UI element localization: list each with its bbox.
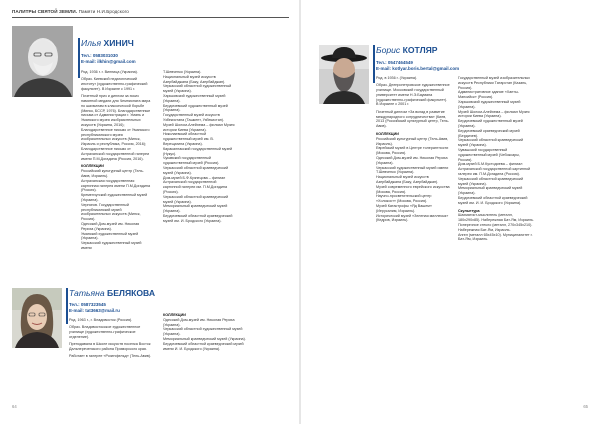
artist-email[interactable]: E-mail: tat3663@mail.ru (69, 308, 120, 314)
collection-item: Бердичевский областной краеведческий музей имени И. И. Бродского (Украина). (163, 341, 244, 351)
artist-contacts (376, 60, 459, 72)
artist-photo-belyakova (12, 288, 62, 348)
collection-item: Черкасский областной краеведческий музей (Украина). (458, 138, 524, 148)
collection-item: Чувашский государственный художественный музей (Чебоксары, Россия). (458, 147, 520, 162)
bio-column (69, 318, 153, 362)
collection-item: Бердичевский художественный музей (Украина). (458, 119, 523, 128)
bio-paragraph: Образ. Днепропетровское художественное училище. Московский государственный университет имени Н.Э.Баумана (художественно-графический факультет). В Израиле с 2001 г. (376, 83, 450, 107)
collection-item: Национальный музей искусств Азербайджана (Баку, Азербайджан). (376, 175, 439, 184)
portrait-image (319, 45, 369, 104)
running-header (12, 9, 129, 14)
right-page (301, 0, 600, 424)
collection-item: Черкасский областной краеведческий музей (Украина). (163, 165, 229, 175)
collection-item: Бердичевский областной краеведческий музей им. И. Бродского (Украина). (163, 213, 233, 223)
collection-item: Чукавский государственный художественный музей (Россия). (163, 156, 220, 166)
artist-contacts (69, 302, 120, 314)
collection-item: Мемориальный краеведческий музей (Украина). (458, 186, 523, 196)
collection-item: Черкасский художественный музей имени Т.Шевченко (Украина). (376, 165, 449, 175)
artist-name (69, 288, 155, 298)
collection-item: Николаевский областной художественный музей им. В. Верещагина (Украина). (163, 132, 214, 146)
collection-item: Т.Шевченко (Украина). (163, 70, 202, 74)
collection-item: Национальный музей искусств Азербайджана (Баку, Азербайджан). (163, 74, 226, 84)
collection-item: Музей Катастрофы «Яд Вашем» (Иерусалим, Израиль). (376, 203, 432, 213)
collection-item: Чернигов. Государственный республиканский музей изобразительных искусств (Минск, Россия). (81, 202, 141, 222)
collection-item: Еврейский музей в Центре толерантности (Москва, Россия). (376, 146, 449, 156)
collection-item: Черкасский областной художественный музей (Украина). (163, 84, 232, 94)
bio-paragraph: Образ. Киевский педагогический институт (художественно-графический факультет). В Израиле с 1991 г. (81, 77, 148, 91)
collection-item: Черкасский областной художественный музей (Украина). (163, 327, 243, 337)
collection-item: Государственный музей искусств Узбекистана (Ташкент, Узбекистан). (163, 113, 225, 122)
accent-bar (66, 288, 68, 324)
sculpture-heading: Скульптура (458, 208, 480, 213)
bio-paragraph: Род. в 1936 г. (Украина). (376, 76, 418, 80)
collection-item: Харьковский художественный музей (Украина). (163, 93, 226, 103)
bio-paragraph: Преподавала в Школе искусств поселка Восток Дальнереченского района Приморского края. (69, 342, 151, 351)
collection-item: Одесский Дом-музей им. Николая Рериха (Украина). (81, 221, 140, 231)
header-rule (12, 17, 289, 18)
collections-heading: КОЛЛЕКЦИИ (376, 131, 399, 136)
artist-phone: Тел.: 0587323545 (69, 302, 106, 307)
collection-item: Музей Шолом-Алейхема – филиал Музея истории Киева (Украина). (163, 122, 235, 132)
collection-item: Бердичевский краеведческий музей (Бердичев). (458, 128, 520, 138)
collections-column (163, 70, 235, 224)
bio-paragraph: Работает в галерее «Розенфельд» (Тель-Авив). (69, 354, 152, 359)
artist-last-name: ХИНИЧ (103, 38, 134, 48)
collection-item: Исторический музей «Зеленая миллесья» (Кедров, Израиль). (376, 213, 449, 223)
collection-item: Российский культурный центр (Тель-Авив, Израиль). (376, 136, 449, 146)
portrait-image (12, 26, 73, 97)
collections-column (458, 76, 534, 242)
artist-phone: Тел.: 0547464549 (376, 60, 413, 65)
artist-email[interactable]: E-mail: kotlyar.boris.bertal@gmail.com (376, 66, 460, 72)
left-page (0, 0, 299, 424)
artist-name (81, 38, 134, 48)
collection-item: Одесский Дом-музей им. Николая Рериха (Украина). (376, 155, 448, 165)
collection-item: Российский культурный центр (Тель-Авив, Израиль). (81, 169, 144, 178)
artist-email[interactable]: E-mail: ilkhin@gmail.com (81, 59, 136, 65)
bio-column (376, 76, 450, 223)
bio-paragraph: Почетный приз и диплом за эскиз памятной медали для Чемпионата мира по шахматам в классической борьбе (Минск, БССР, 1976). Благодарственные письма от Администрации г. Умань и Уманского музея изобразительных искусств (Украина, 2016); Благодарственное письмо от Уманского республиканского музея изобразительных искусств (Минск, Израиль и республика, Россия, 2016); Благодарственное письмо от Астраханской государственной галереи имени П.М.Догадина (Россия, 2016). (81, 94, 151, 161)
collections-column (163, 313, 247, 351)
sculpture-item: Поперечное стекло (металл, 270х345х210). Набережная Бат-Ям, Израиль. (458, 222, 533, 232)
collection-item: Научно-просветительский центр «Холокост» (Москва, Россия). (376, 194, 432, 204)
artist-first-name: Илья (81, 38, 102, 48)
collection-item: Одесский Дом-музей им. Николая Рериха (Украина). (163, 317, 235, 327)
artist-first-name: Борис (376, 45, 401, 55)
bio-paragraph: Почетный диплом «За вклад в развитие международного сотрудничества» (Киев, 2013 (Российский культурный центр, Тель-Авив). (376, 109, 449, 129)
collection-item: Административное здание «Ханты-Мансийск» (Россия). (458, 90, 519, 100)
bio-column (81, 70, 151, 251)
collection-item: Музей современного еврейского искусства (Москва, Россия). (376, 184, 450, 194)
collections-heading: КОЛЛЕКЦИИ (81, 164, 104, 169)
bio-paragraph: Образ. Владивостокское художественное училище (художественно-графическое отделение). (69, 325, 141, 339)
artist-phone: Тел.: 0583031030 (81, 53, 118, 58)
bio-paragraph: Род. 1936 г. г. Винница (Украина). (81, 70, 138, 74)
collection-item: Бердичевский областной краеведческий музей им. И. И. Бродского (Украина). (458, 195, 528, 205)
bio-paragraph: Род. 1963 г., г. Владивосток (Россия). (69, 318, 133, 322)
collection-item: Астраханская государственная картинная галерея имени П.М.Догадина (Россия). (81, 178, 150, 193)
collection-item: Бердичевский художественный музей (Украина). (163, 103, 228, 113)
artist-last-name: БЕЛЯКОВА (107, 288, 156, 298)
collection-item: Черкасский областной краеведческий музей (Украина). (163, 194, 229, 204)
collection-item: Кременчугский художественный музей (Украина). (81, 193, 148, 202)
collection-item: Уманский художественный музей (Украина). (81, 231, 139, 241)
collection-item: Харьковский художественный музей (Украина). (458, 99, 521, 109)
collection-item: Дом-музей Б.Ф.Кузнецова – филиал Астраханской государственной картинной галереи им. П.М.Догадина (Россия). (163, 175, 227, 194)
collection-item: Государственный музей изобразительных искусств Республики Татарстан (Казань, Россия). (458, 76, 530, 90)
collection-item: Мемориальный краеведческий музей (Украина). (163, 336, 246, 341)
collection-item: Дом-музей Б.М.Кустодиева – филиал Астраханской государственной картинной галереи им. П.М.Догадина (Россия). (458, 162, 531, 176)
collection-item: Черкасский областной краеведческий музей (Украина). (458, 176, 524, 186)
header-subtitle: Памяти Н.И.Бродского (78, 9, 129, 14)
collection-item: Музей Шолом-Алейхема – филиал Музея истории Киева (Украина). (458, 109, 530, 119)
artist-photo-kotlyar (319, 45, 369, 104)
collection-item: Каракалпакский государственный музей (Нукус). (163, 146, 233, 156)
artist-first-name: Татьяна (69, 288, 105, 298)
portrait-image (12, 288, 62, 348)
artist-name (376, 45, 438, 55)
header-series: ПАЛИТРЫ СВЯТОЙ ЗЕМЛИ. (12, 9, 78, 14)
sculpture-item: Шахматист-мыслитель (металл, 180х290х85). Набережная Бат-Ям, Израиль. (458, 213, 534, 223)
accent-bar (78, 38, 80, 78)
collection-item: Мемориальный краеведческий музей (Украина). (163, 204, 228, 214)
collections-heading: КОЛЛЕКЦИИ (163, 313, 186, 317)
page-number: 65 (583, 404, 588, 409)
artist-contacts (81, 53, 136, 65)
accent-bar (373, 45, 375, 83)
collection-item: Черкасский художественный музей имени (81, 241, 142, 250)
sculpture-item: Ангел (металл 65х45х10). Муниципалитет г. Бат-Ям, Израиль. (458, 232, 533, 242)
artist-last-name: КОТЛЯР (402, 45, 438, 55)
page-number: 64 (12, 404, 17, 409)
artist-photo-khinich (12, 26, 73, 97)
